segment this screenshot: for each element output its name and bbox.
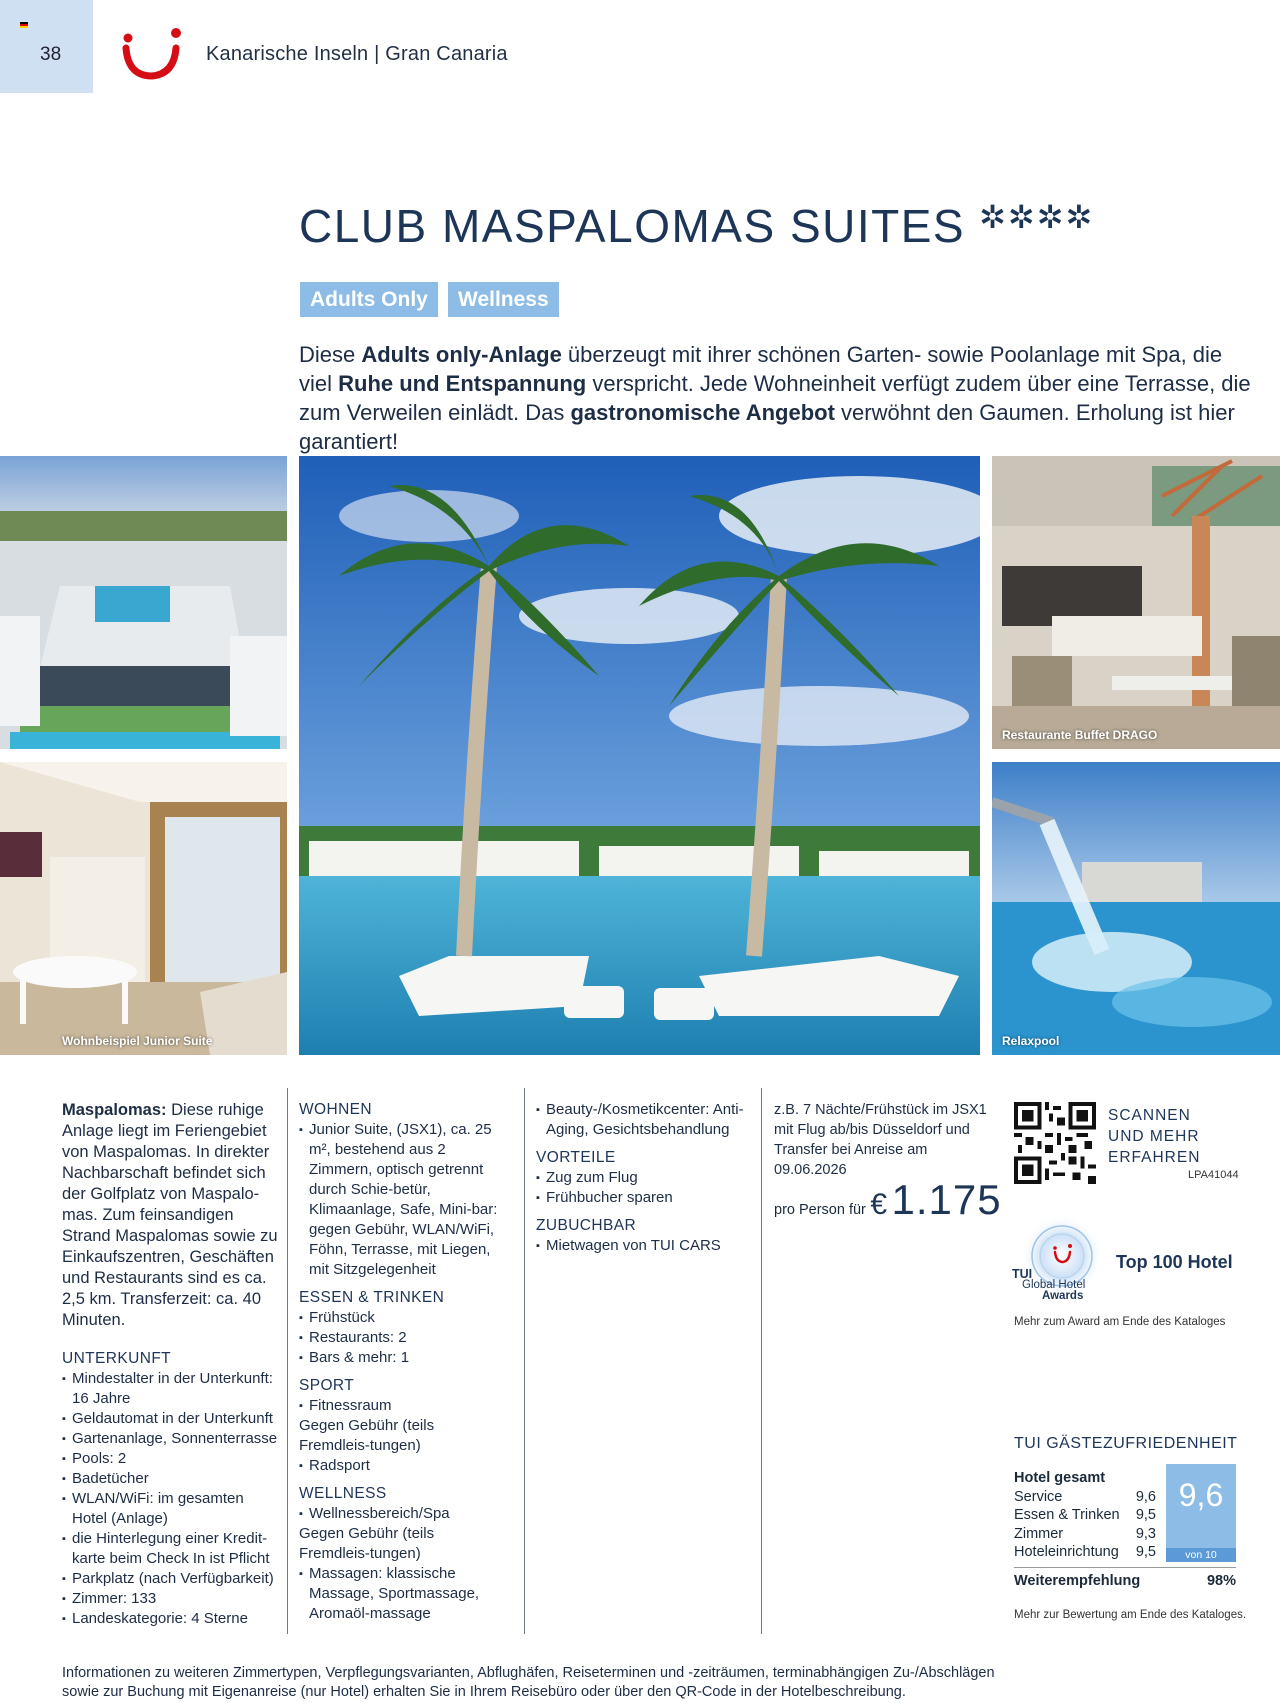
list-item: ▪ Massagen: klassische Massage, Sportmassage, Aromaöl-massage (299, 1564, 509, 1624)
list-item: ▪ die Hinterlegung einer Kredit-karte beim Check In ist Pflicht (62, 1529, 280, 1569)
photo-caption-junior-suite: Wohnbeispiel Junior Suite (62, 1034, 213, 1048)
photo-junior-suite (0, 762, 287, 1055)
satisfaction-heading: TUI GÄSTEZUFRIEDENHEIT (1014, 1435, 1238, 1452)
rating-row: Service 9,6 (1014, 1488, 1156, 1505)
list-item: ▪ Badetücher (62, 1469, 280, 1489)
list-item: ▪ Gartenanlage, Sonnenterrasse (62, 1429, 280, 1449)
column-amenities (299, 1100, 509, 1624)
score-scale: von 10 (1166, 1548, 1236, 1562)
column-divider (524, 1088, 525, 1634)
column-divider (287, 1088, 288, 1634)
rating-row: Zimmer 9,3 (1014, 1525, 1156, 1542)
page-number-box (0, 0, 93, 93)
list-item: ▪ Fitnessraum (299, 1396, 509, 1416)
breadcrumb: Kanarische Inseln | Gran Canaria (206, 43, 508, 65)
list-item: ▪ Junior Suite, (JSX1), ca. 25 m², bestehend aus 2 Zimmern, optisch getrennt durch Schie-betür, Klimaanlage, Safe, Mini-bar: gegen Gebühr, WLAN/WiFi, Föhn, Terrasse, mit Liegen, mit Sitzgelegenheit (299, 1120, 509, 1280)
photo-relaxpool (992, 762, 1280, 1055)
location-description: Maspalomas: Diese ruhige Anlage liegt im Feriengebiet von Maspalomas. In direkter Nachbarschaft befindet sich der Golfplatz von Maspalo-mas. Zum feinsandigen Strand Maspalomas sowie zu Einkaufszentren, Geschäften und Restaurants sind es ca. 2,5 km. Transferzeit: ca. 40 Minuten. (62, 1101, 278, 1329)
photo-main-pool (299, 456, 980, 1055)
qr-code-id: LPA41044 (1188, 1169, 1239, 1181)
tag-wellness: Wellness (448, 282, 559, 317)
sport-fee-note: Gegen Gebühr (teils Fremdleis-tungen) (299, 1417, 435, 1454)
page-number: 38 (40, 44, 62, 65)
award-note: Mehr zum Award am Ende des Kataloges (1014, 1316, 1226, 1328)
intro-text: Diese Adults only-Anlage überzeugt mit ihrer schönen Garten- sowie Poolanlage mit Spa, die viel Ruhe und Entspannung verspricht. Jede Wohneinheit verfügt zudem über eine Terrasse, die zum Verweilen einlädt. Das gastronomische Angebot verwöhnt den Gaumen. Erholung ist hier garantiert! (299, 342, 1251, 454)
list-item: ▪ Wellnessbereich/Spa (299, 1504, 509, 1524)
heading-unterkunft: UNTERKUNFT (62, 1350, 172, 1367)
german-flag-icon (20, 22, 28, 28)
list-item: ▪ WLAN/WiFi: im gesamten Hotel (Anlage) (62, 1489, 280, 1529)
list-item: ▪ Mietwagen von TUI CARS (536, 1236, 746, 1256)
wellness-fee-note: Gegen Gebühr (teils Fremdleis-tungen) (299, 1525, 435, 1562)
currency-symbol: € (870, 1188, 888, 1221)
photo-caption-restaurant: Restaurante Buffet DRAGO (1002, 728, 1158, 742)
satisfaction-ratings (1014, 1469, 1156, 1562)
recommendation-value: 98% (1206, 1573, 1236, 1589)
price-description: z.B. 7 Nächte/Frühstück im JSX1 mit Flug ab/bis Düsseldorf und Transfer bei Anreise am 09.06.2026 (774, 1102, 987, 1178)
hotel-name: CLUB MASPALOMAS SUITES (299, 200, 966, 252)
heading-vorteile: VORTEILE (536, 1149, 616, 1166)
price-amount: 1.175 (891, 1176, 1002, 1223)
overall-score: 9,6 (1178, 1477, 1224, 1513)
star-rating-icon: ✲✲✲✲ (979, 199, 1095, 235)
list-item: ▪ Pools: 2 (62, 1449, 280, 1469)
list-item: ▪ Frühstück (299, 1308, 509, 1328)
list-item: ▪ Radsport (299, 1456, 509, 1476)
photo-restaurant (992, 456, 1280, 749)
column-location (62, 1100, 280, 1629)
heading-essen-trinken: ESSEN & TRINKEN (299, 1289, 445, 1306)
hotel-title (299, 198, 1094, 253)
photo-caption-relaxpool: Relaxpool (1002, 1034, 1060, 1048)
footer-note: Informationen zu weiteren Zimmertypen, Verpflegungsvarianten, Abflughäfen, Reiseterminen und -zeiträumen, terminabhängigen Zu-/Abschlägen sowie zur Buchung mit Eigenanreise (nur Hotel) erhalten Sie in Ihrem Reisebüro oder über den QR-Code in der Hotelbeschreibung. (62, 1665, 995, 1700)
list-item: ▪ Geldautomat in der Unterkunft (62, 1409, 280, 1429)
award-title: Top 100 Hotel (1116, 1252, 1233, 1272)
column-divider (761, 1088, 762, 1634)
heading-wellness: WELLNESS (299, 1485, 387, 1502)
tui-global-hotel-awards-logo: TUI Global Hotel Awards (1012, 1216, 1112, 1308)
list-item: ▪ Beauty-/Kosmetikcenter: Anti-Aging, Gesichtsbehandlung (536, 1100, 746, 1140)
heading-wohnen: WOHNEN (299, 1101, 373, 1118)
per-person-label: pro Person für (774, 1202, 866, 1218)
rating-row: Essen & Trinken 9,5 (1014, 1507, 1156, 1523)
list-item: ▪ Landeskategorie: 4 Sterne (62, 1609, 280, 1629)
qr-code-icon[interactable] (1014, 1102, 1096, 1184)
heading-zubuchbar: ZUBUCHBAR (536, 1217, 637, 1234)
rating-total-label: Hotel gesamt (1014, 1470, 1106, 1486)
list-item: ▪ Restaurants: 2 (299, 1328, 509, 1348)
recommendation-label: Weiterempfehlung (1014, 1573, 1141, 1589)
heading-sport: SPORT (299, 1377, 355, 1394)
tui-logo (118, 24, 188, 80)
rating-note: Mehr zur Bewertung am Ende des Kataloges. (1014, 1609, 1247, 1621)
photo-aerial-view (0, 456, 287, 749)
list-item: ▪ Parkplatz (nach Verfügbarkeit) (62, 1569, 280, 1589)
qr-scan-text: SCANNEN UND MEHR ERFAHREN (1108, 1107, 1201, 1166)
divider (1014, 1567, 1236, 1568)
column-extras (536, 1100, 746, 1256)
list-item: ▪ Zug zum Flug (536, 1168, 746, 1188)
list-item: ▪ Bars & mehr: 1 (299, 1348, 509, 1368)
overall-score-box (1166, 1464, 1236, 1548)
list-item: ▪ Mindestalter in der Unterkunft: 16 Jahre (62, 1369, 280, 1409)
tag-adults-only: Adults Only (300, 282, 438, 317)
unterkunft-list (62, 1369, 280, 1629)
price-block (774, 1176, 1002, 1224)
list-item: ▪ Zimmer: 133 (62, 1589, 280, 1609)
rating-row: Hoteleinrichtung 9,5 (1014, 1544, 1156, 1560)
recommendation-row (1014, 1573, 1236, 1589)
list-item: ▪ Frühbucher sparen (536, 1188, 746, 1208)
